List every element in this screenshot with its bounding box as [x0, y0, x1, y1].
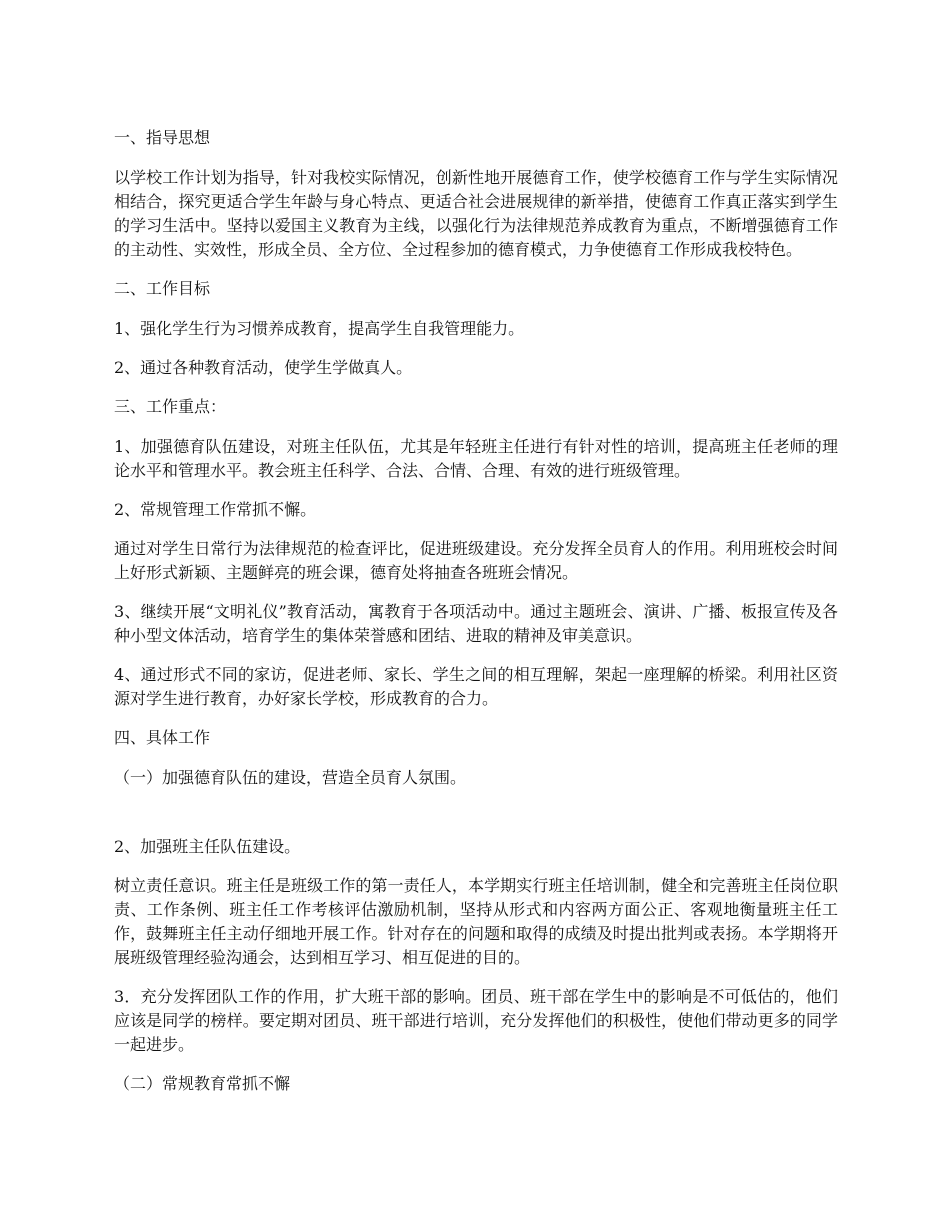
- paragraph-guiding-thought: 以学校工作计划为指导，针对我校实际情况，创新性地开展德育工作，使学校德育工作与学生实际情况相结合，探究更适合学生年龄与身心特点、更适合社会进展规律的新举措，使德育工作真正落实到学生的学习生活中。坚持以爱国主义教育为主线，以强化行为法律规范养成教育为重点，不断增强德育工作的主动性、实效性，形成全员、全方位、全过程参加的德育模式，力争使德育工作形成我校特色。: [114, 168, 838, 259]
- section-heading-work-goals: 二、工作目标: [114, 279, 211, 298]
- paragraph-routine-management: 通过对学生日常行为法律规范的检查评比，促进班级建设。充分发挥全员育人的作用。利用班校会时间上好形式新颖、主题鲜亮的班会课，德育处将抽查各班班会情况。: [114, 539, 838, 582]
- subsection-heading-team-building: （一）加强德育队伍的建设，营造全员育人氛围。: [114, 768, 467, 787]
- paragraph-responsibility: 树立责任意识。班主任是班级工作的第一责任人，本学期实行班主任培训制，健全和完善班主任岗位职责、工作条例、班主任工作考核评估激励机制，坚持从形式和内容两方面公正、客观地衡量班主任工作，鼓舞班主任主动仔细地开展工作。针对存在的问题和取得的成绩及时提出批判或表扬。本学期将开展班级管理经验沟通会，达到相互学习、相互促进的目的。: [114, 876, 838, 967]
- blank-gap: [114, 805, 838, 835]
- subitem-team-cadres: 3．充分发挥团队工作的作用，扩大班干部的影响。团员、班干部在学生中的影响是不可低估的，他们应该是同学的榜样。要定期对团员、班干部进行培训，充分发挥他们的积极性，使他们带动更多的同学一起进步。: [114, 987, 838, 1054]
- section-heading-guiding-thought: 一、指导思想: [114, 128, 211, 147]
- section-heading-specific-work: 四、具体工作: [114, 728, 211, 747]
- focus-item-4: 4、通过形式不同的家访，促进老师、家长、学生之间的相互理解，架起一座理解的桥梁。利用社区资源对学生进行教育，办好家长学校，形成教育的合力。: [114, 665, 838, 708]
- goal-item-2: 2、通过各种教育活动，使学生学做真人。: [114, 358, 413, 377]
- section-heading-work-focus: 三、工作重点：: [114, 397, 227, 416]
- goal-item-1: 1、强化学生行为习惯养成教育，提高学生自我管理能力。: [114, 319, 525, 338]
- subsection-heading-routine-education: （二）常规教育常抓不懈: [114, 1074, 291, 1093]
- focus-item-2: 2、常规管理工作常抓不懈。: [114, 500, 317, 519]
- focus-item-1: 1、加强德育队伍建设，对班主任队伍，尤其是年轻班主任进行有针对性的培训，提高班主任老师的理论水平和管理水平。教会班主任科学、合法、合情、合理、有效的进行班级管理。: [114, 437, 838, 480]
- focus-item-3: 3、继续开展“文明礼仪”教育活动，寓教育于各项活动中。通过主题班会、演讲、广播、板报宣传及各种小型文体活动，培育学生的集体荣誉感和团结、进取的精神及审美意识。: [114, 602, 838, 645]
- subitem-class-teacher-team: 2、加强班主任队伍建设。: [114, 837, 301, 856]
